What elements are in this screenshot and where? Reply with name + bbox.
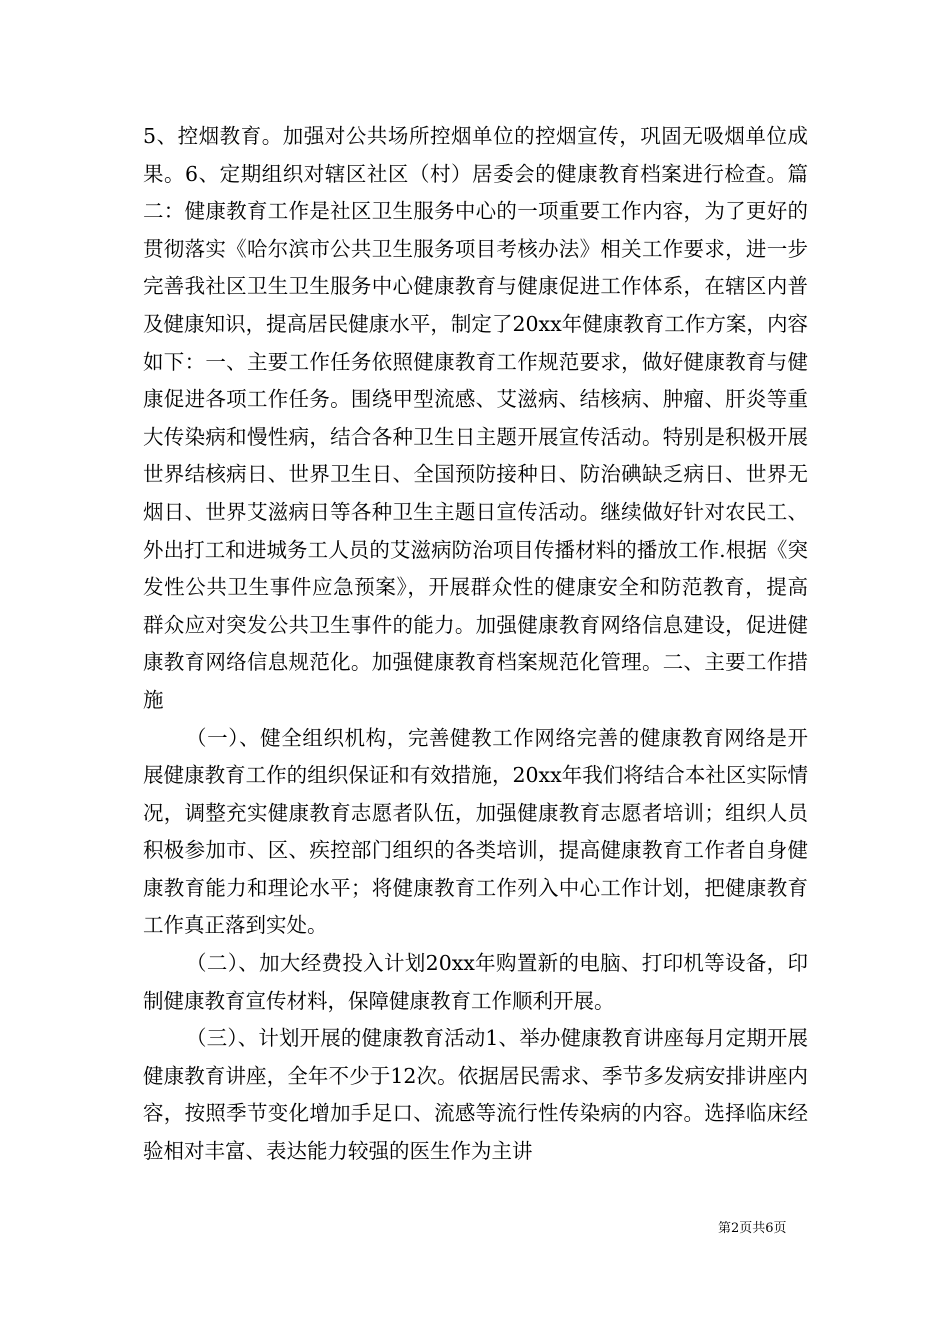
page-number-footer: 第2页共6页: [718, 1221, 787, 1236]
document-body: [143, 118, 808, 1171]
paragraph-4: （三）、计划开展的健康教育活动1、举办健康教育讲座每月定期开展健康教育讲座，全年不少于12次。依据居民需求、季节多发病安排讲座内容，按照季节变化增加手足口、流感等流行性传染病的内容。选择临床经验相对丰富、表达能力较强的医生作为主讲: [143, 1026, 808, 1164]
paragraph-1: 5、控烟教育。加强对公共场所控烟单位的控烟宣传，巩固无吸烟单位成果。6、定期组织对辖区社区（村）居委会的健康教育档案进行检查。篇二：健康教育工作是社区卫生服务中心的一项重要工作内容，为了更好的贯彻落实《哈尔滨市公共卫生服务项目考核办法》相关工作要求，进一步完善我社区卫生卫生服务中心健康教育与健康促进工作体系，在辖区内普及健康知识，提高居民健康水平，制定了20xx年健康教育工作方案，内容如下：一、主要工作任务依照健康教育工作规范要求，做好健康教育与健康促进各项工作任务。围绕甲型流感、艾滋病、结核病、肿瘤、肝炎等重大传染病和慢性病，结合各种卫生日主题开展宣传活动。特别是积极开展世界结核病日、世界卫生日、全国预防接种日、防治碘缺乏病日、世界无烟日、世界艾滋病日等各种卫生主题日宣传活动。继续做好针对农民工、外出打工和进城务工人员的艾滋病防治项目传播材料的播放工作.根据《突发性公共卫生事件应急预案》，开展群众性的健康安全和防范教育，提高群众应对突发公共卫生事件的能力。加强健康教育网络信息建设，促进健康教育网络信息规范化。加强健康教育档案规范化管理。二、主要工作措施: [143, 124, 808, 712]
paragraph-3: （二）、加大经费投入计划20xx年购置新的电脑、打印机等设备，印制健康教育宣传材料，保障健康教育工作顺利开展。: [143, 951, 808, 1013]
paragraph-2: （一）、健全组织机构，完善健教工作网络完善的健康教育网络是开展健康教育工作的组织保证和有效措施，20xx年我们将结合本社区实际情况，调整充实健康教育志愿者队伍，加强健康教育志愿者培训；组织人员积极参加市、区、疾控部门组织的各类培训，提高健康教育工作者自身健康教育能力和理论水平；将健康教育工作列入中心工作计划，把健康教育工作真正落到实处。: [143, 725, 808, 938]
